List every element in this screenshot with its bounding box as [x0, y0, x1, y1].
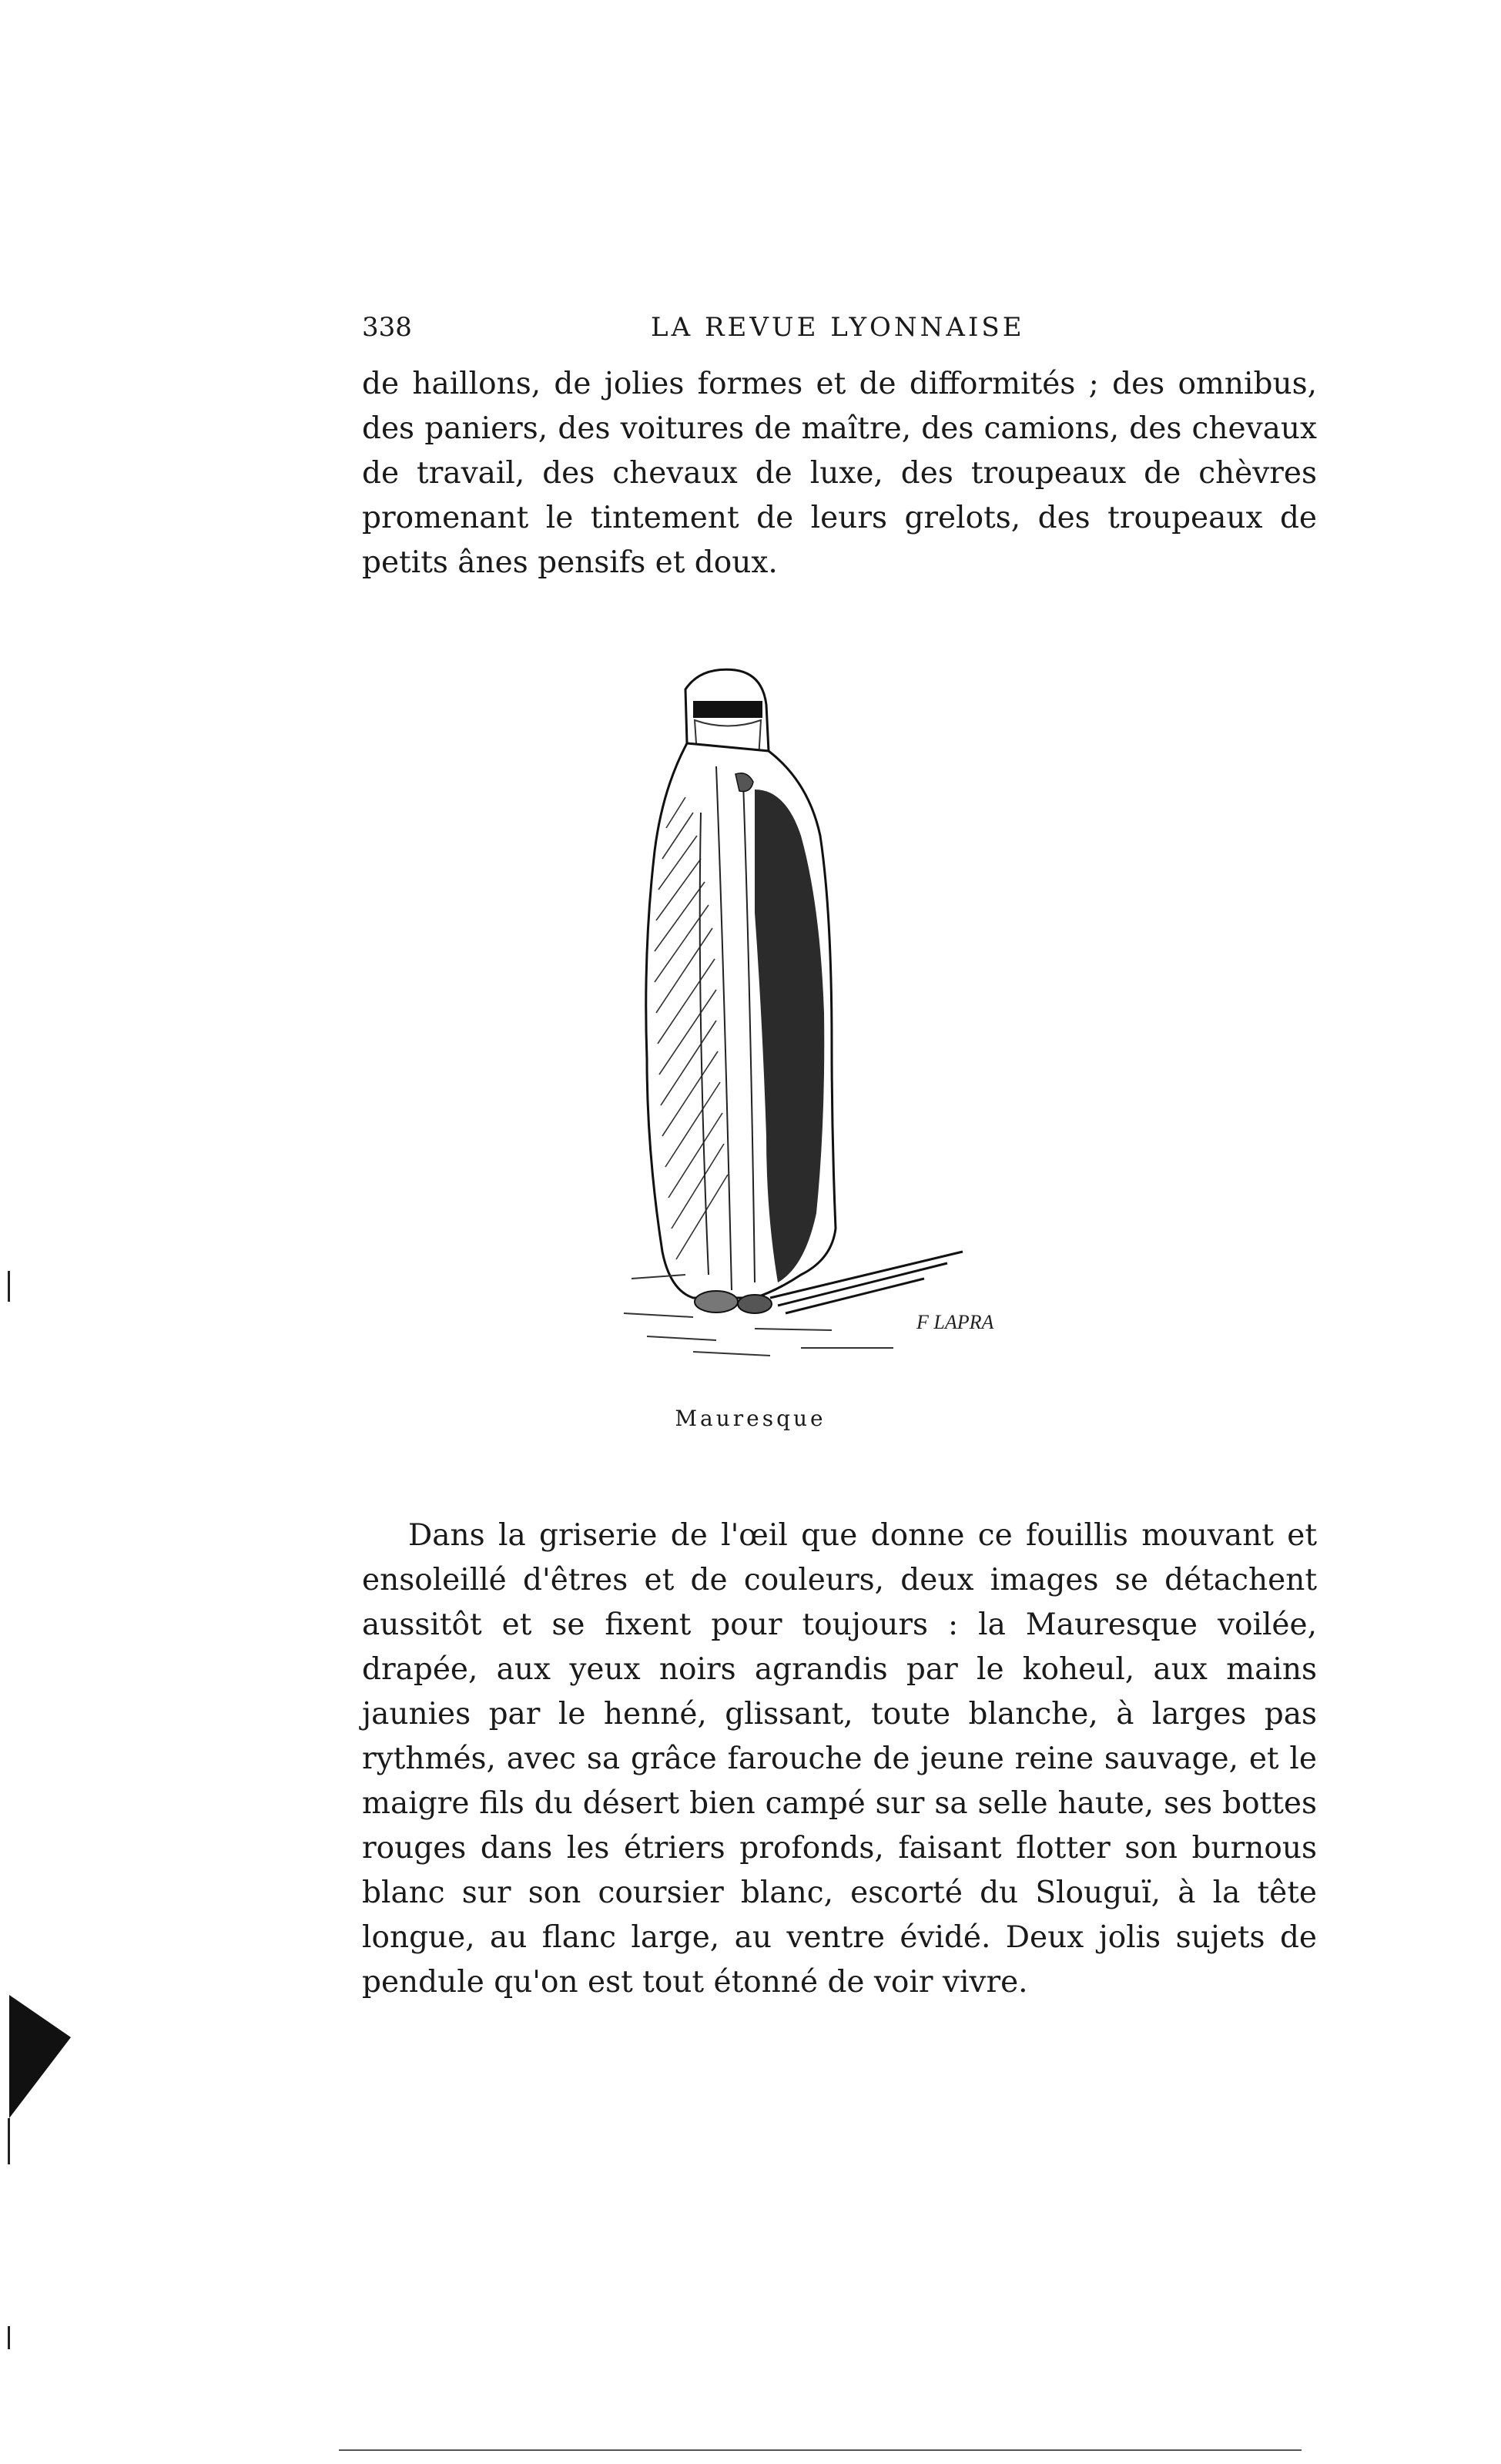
journal-title: LA REVUE LYONNAISE: [651, 312, 1025, 343]
paragraph-bottom: Dans la griserie de l'œil que donne ce fouillis mouvant et ensoleillé d'êtres et de couleurs, deux images se détachent aussitôt et se fixent pour toujours : la Mauresque voilée, drapée, aux yeux noirs agrandis par le koheul, aux mains jaunies par le henné, glissant, toute blanche, à larges pas rythmés, avec sa grâce farouche de jeune reine sauvage, et le maigre fils du désert bien campé sur sa selle haute, ses bottes rouges dans les étriers profonds, faisant flotter son burnous blanc sur son coursier blanc, escorté du Slouguï, à la tête longue, au flanc large, au ventre évidé. Deux jolis sujets de pendule qu'on est tout étonné de voir vivre.: [362, 1518, 1317, 2000]
paragraph-top: de haillons, de jolies formes et de difformités ; des omnibus, des paniers, des voitures de maître, des camions, des chevaux de travail, des chevaux de luxe, des troupeaux de chèvres promenant le tintement de leurs grelots, des troupeaux de petits ânes pensifs et doux.: [362, 367, 1317, 580]
margin-triangle-marker: [9, 1995, 71, 2118]
figure-caption: Mauresque: [675, 1406, 826, 1431]
bottom-rule: [339, 2449, 1302, 2451]
margin-tick: [8, 2326, 10, 2349]
veiled-woman-illustration: [601, 659, 1063, 1390]
page-number: 338: [362, 312, 412, 343]
margin-tick: [8, 2118, 10, 2164]
margin-tick: [8, 1271, 10, 1302]
running-head: [362, 312, 1317, 350]
figure-mauresque: [601, 659, 1063, 1390]
artist-signature: F LAPRA: [916, 1311, 994, 1333]
